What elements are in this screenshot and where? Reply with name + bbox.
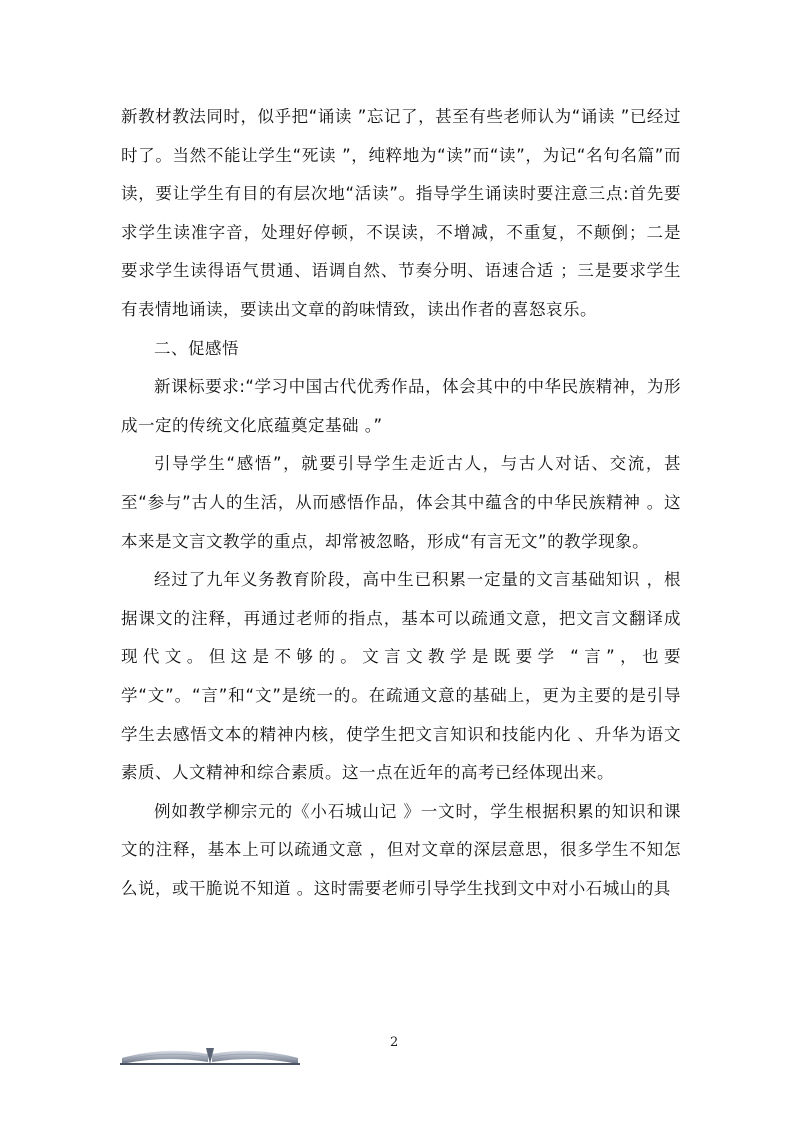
page-number: 2 — [390, 1035, 399, 1050]
paragraph-3: 引导学生“感悟”，就要引导学生走近古人，与古人对话、交流，甚至“参与”古人的生活，从而感悟作品，体会其中蕴含的中华民族精神 。这本来是文言文教学的重点，却常被忽略，形成“有言无文”的教学现象。 — [121, 454, 681, 551]
section-heading: 二、促感悟 — [154, 338, 239, 358]
paragraph-4: 经过了九年义务教育阶段，高中生已积累一定量的文言基础知识 ，根据课文的注释，再通过老师的指点，基本可以疏通文意，把文言文翻译成现代文。但这是不够的。文言文教学是既要学 “言”，也要学“文”。“言”和“文”是统一的。在疏通文意的基础上，更为主要的是引导学生去感悟文本的精神内核，使学生把文言知识和技能内化 、升华为语文素质、人文精神和综合素质。这一点在近年的高考已经体现出来。 — [121, 570, 681, 783]
paragraph-5: 例如教学柳宗元的《小石城山记 》一文时，学生根据积累的知识和课文的注释，基本上可以疏通文意 ，但对文章的深层意思，很多学生不知怎么说，或干脆说不知道 。这时需要老师引导学生找到文中对小石城山的具 — [121, 801, 681, 898]
open-book-icon — [120, 1040, 300, 1066]
paragraph-1: 新教材教法同时，似乎把“诵读 ”忘记了，甚至有些老师认为“诵读 ”已经过时了。当然不能让学生“死读 ”，纯粹地为“读”而“读”，为记“名句名篇”而读，要让学生有目的有层次地“活读”。指导学生诵读时要注意三点:首先要求学生读准字音，处理好停顿，不误读，不增减，不重复，不颠倒；二是要求学生读得语气贯通、语调自然、节奏分明、语速合适 ；三是要求学生有表情地诵读，要读出文章的韵味情致，读出作者的喜怒哀乐。 — [121, 107, 681, 319]
page-footer — [0, 1030, 794, 1070]
document-body — [121, 98, 681, 908]
paragraph-2: 新课标要求:“学习中国古代优秀作品，体会其中的中华民族精神，为形成一定的传统文化底蕴奠定基础 。” — [121, 377, 681, 435]
